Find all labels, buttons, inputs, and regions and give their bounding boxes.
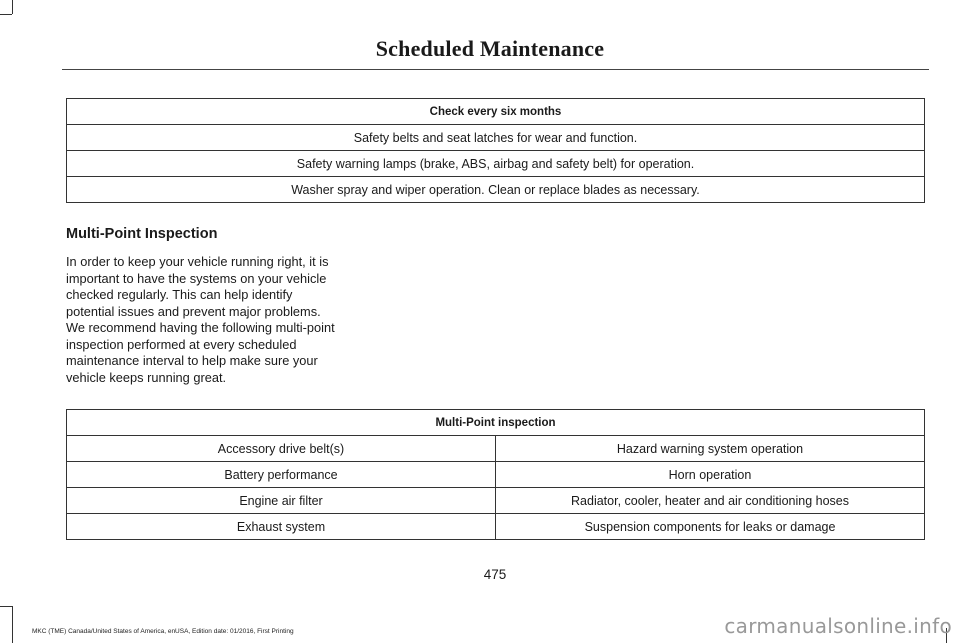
table-cell: Hazard warning system operation [496, 436, 925, 462]
table-cell: Horn operation [496, 462, 925, 488]
table-row [67, 462, 925, 488]
table-cell: Battery performance [67, 462, 496, 488]
page-title: Scheduled Maintenance [375, 36, 605, 61]
header-divider [62, 69, 929, 70]
table-row [67, 151, 925, 177]
crop-mark [12, 0, 13, 14]
crop-mark [0, 14, 12, 15]
table-cell: Exhaust system [67, 514, 496, 540]
table-cell: Engine air filter [67, 488, 496, 514]
multi-point-inspection-table [66, 409, 925, 540]
table-cell: Safety belts and seat latches for wear and function. [67, 125, 925, 151]
crop-mark [0, 606, 12, 607]
body-paragraph: In order to keep your vehicle running right, it is important to have the systems on your vehicle checked regularly. This can help identify potential issues and prevent major problems. We recommend having the following multi-point inspection performed at every scheduled maintenance interval to help make sure your vehicle keeps running great. [66, 254, 335, 385]
six-month-check-table [66, 98, 925, 203]
crop-mark [12, 606, 13, 643]
table-row [67, 177, 925, 203]
table-cell: Washer spray and wiper operation. Clean or replace blades as necessary. [67, 177, 925, 203]
table-heading: Multi-Point inspection [67, 410, 925, 436]
table-row [67, 436, 925, 462]
table-row [67, 125, 925, 151]
table-row [67, 514, 925, 540]
watermark: carmanualsonline.info [724, 614, 952, 638]
table-cell: Radiator, cooler, heater and air conditioning hoses [496, 488, 925, 514]
table-cell: Suspension components for leaks or damage [496, 514, 925, 540]
page-number: 475 [483, 567, 507, 582]
table-row [67, 488, 925, 514]
table-heading: Check every six months [67, 99, 925, 125]
table-cell: Accessory drive belt(s) [67, 436, 496, 462]
section-heading: Multi-Point Inspection [66, 226, 218, 242]
footer-edition-info: MKC (TME) Canada/United States of America, enUSA, Edition date: 01/2016, First Printing [32, 628, 294, 635]
table-cell: Safety warning lamps (brake, ABS, airbag and safety belt) for operation. [67, 151, 925, 177]
